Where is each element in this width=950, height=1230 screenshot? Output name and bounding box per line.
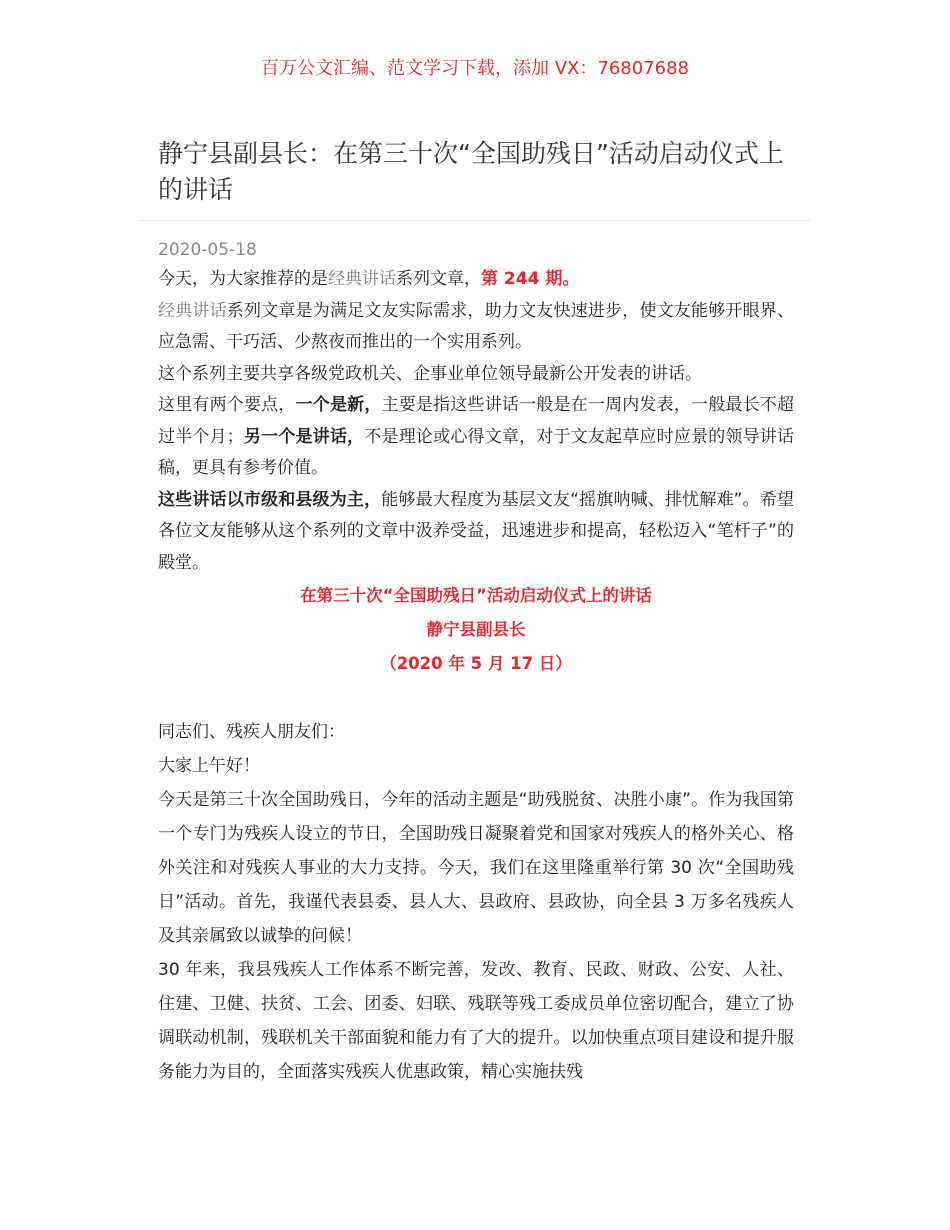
intro-paragraph-1 — [158, 264, 794, 296]
speech-salutation: 同志们、残疾人朋友们： — [158, 722, 345, 742]
intro-p4-text-a: 这里有两个要点， — [158, 395, 296, 415]
speech-date: （2020 年 5 月 17 日） — [380, 654, 572, 673]
intro-paragraph-4 — [158, 390, 794, 485]
intro-paragraph-3: 这个系列主要共享各级党政机关、企事业单位领导最新公开发表的讲话。 — [158, 363, 702, 384]
intro-p1-text-b: 系列文章， — [396, 269, 481, 289]
series-name: 经典讲话 — [328, 269, 396, 289]
speech-heading: 在第三十次“全国助残日”活动启动仪式上的讲话 — [300, 586, 652, 605]
blank-line — [158, 681, 794, 715]
intro-paragraph-2 — [158, 296, 794, 359]
intro-p4-point-2: 另一个是讲话， — [243, 426, 365, 447]
intro-p5-text: 能够最大程度为基层文友“摇旗呐喊、排忧解难”。希望各位文友能够从这个系列的文章中汲养受益，迅速进步和提高，轻松迈入“笔杆子”的殿堂。 — [158, 489, 794, 573]
intro-p4-text-e: 不是理论或心得文章，对于文友起草应时应景的领导讲话稿，更具有参考价值。 — [158, 426, 795, 478]
intro-p2-text: 系列文章是为满足文友实际需求，助力文友快速进步，使文友能够开眼界、应急需、干巧活、少熬夜而推出的一个实用系列。 — [158, 300, 795, 352]
series-name-2: 经典讲话 — [158, 300, 227, 321]
publish-date: 2020-05-18 — [158, 240, 257, 260]
intro-p5-emphasis: 这些讲话以市级和县级为主， — [158, 489, 382, 510]
promo-banner: 百万公文汇编、范文学习下载，添加 VX：76807688 — [261, 58, 689, 79]
article-content — [158, 236, 794, 1089]
issue-number: 第 244 期。 — [481, 269, 580, 289]
intro-p4-point-1: 一个是新， — [295, 395, 382, 415]
title-divider — [140, 220, 810, 221]
article-title: 静宁县副县长：在第三十次“全国助残日”活动启动仪式上的讲话 — [158, 139, 784, 204]
intro-p4-text-c: 主要是指这些讲话一般是在一周内发表，一般最长不超过半个月； — [158, 395, 795, 447]
speech-paragraph-2: 30 年来，我县残疾人工作体系不断完善，发改、教育、民政、财政、公安、人社、住建、卫健、扶贫、工会、团委、妇联、残联等残工委成员单位密切配合，建立了协调联动机制，残联机关干部面貌和能力有了大的提升。以加快重点项目建设和提升服务能力为目的，全面落实残疾人优惠政策，精心实施扶残 — [158, 960, 794, 1082]
intro-p1-text-a: 今天，为大家推荐的是 — [158, 269, 328, 289]
intro-paragraph-5 — [158, 485, 794, 580]
speech-paragraph-1: 今天是第三十次全国助残日，今年的活动主题是“助残脱贫、决胜小康”。作为我国第一个专门为残疾人设立的节日，全国助残日凝聚着党和国家对残疾人的格外关心、格外关注和对残疾人事业的大力支持。今天，我们在这里隆重举行第 30 次“全国助残日”活动。首先，我谨代表县委、县人大、县政府、县政协，向全县 3 万多名残疾人及其亲属致以诚挚的问候！ — [158, 790, 794, 946]
speech-speaker: 静宁县副县长 — [426, 620, 526, 639]
speech-greeting: 大家上午好！ — [158, 756, 260, 776]
